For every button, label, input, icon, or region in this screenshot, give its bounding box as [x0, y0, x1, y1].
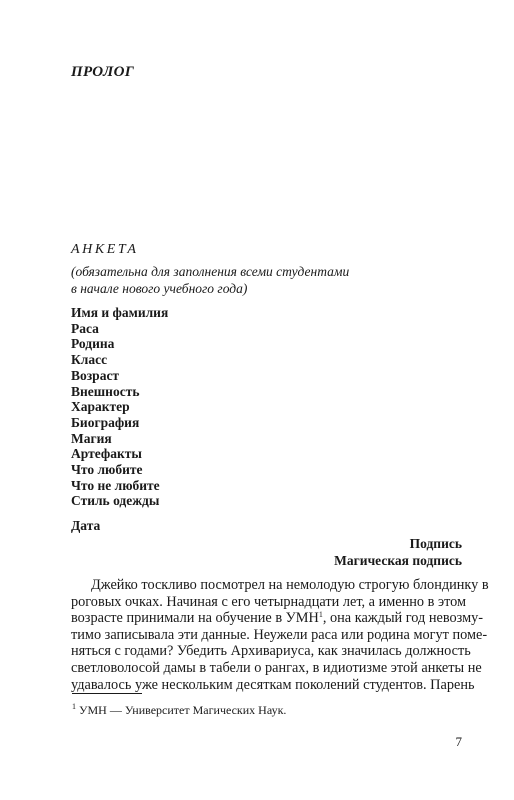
- form-date-label: Дата: [71, 518, 101, 533]
- body-line: светловолосой дамы в табели о рангах, в идиотизме этой анкеты не: [71, 659, 482, 676]
- signature-block: [334, 536, 462, 569]
- form-field-magic: Магия: [71, 430, 112, 446]
- form-field-list: [71, 305, 168, 509]
- magic-signature-label: Магическая подпись: [334, 552, 462, 568]
- form-field-character: Характер: [71, 399, 130, 415]
- footnote-reference[interactable]: 1: [318, 610, 323, 620]
- form-title: АНКЕТА: [71, 242, 139, 257]
- footnote-divider: [72, 693, 142, 694]
- form-field-name: Имя и фамилия: [71, 305, 169, 320]
- footnote-text: УМН — Университет Магических Наук.: [79, 703, 287, 717]
- form-field-homeland: Родина: [71, 336, 115, 352]
- body-line: тимо записывала эти данные. Неужели раса или родина могут поме-: [71, 626, 488, 643]
- body-line-part: , она каждый год невозму-: [322, 610, 484, 627]
- form-field-dislikes: Что не любите: [71, 477, 160, 493]
- body-line: няться с годами? Убедить Архивариуса, как значилась должность: [71, 643, 471, 660]
- footnote-marker: 1: [72, 702, 76, 711]
- form-subtitle-line: (обязательна для заполнения всеми студентами: [71, 264, 350, 279]
- form-field-race: Раса: [71, 320, 99, 336]
- form-field-artifacts: Артефакты: [71, 446, 142, 462]
- form-subtitle: [71, 263, 391, 297]
- form-field-class: Класс: [71, 352, 108, 368]
- form-field-likes: Что любите: [71, 462, 143, 478]
- body-line: Джейко тоскливо посмотрел на немолодую строгую блондинку в: [91, 577, 489, 593]
- chapter-heading: ПРОЛОГ: [71, 64, 135, 80]
- form-subtitle-line: в начале нового учебного года): [71, 281, 248, 296]
- body-paragraph: [71, 577, 489, 693]
- body-line: роговых очках. Начиная с его четырнадцати лет, а именно в этом: [71, 593, 467, 610]
- body-line-part: возрасте принимали на обучение в УМН: [71, 610, 319, 627]
- form-field-biography: Биография: [71, 414, 140, 430]
- body-line: [71, 610, 484, 627]
- form-field-age: Возраст: [71, 367, 120, 383]
- footnote: [72, 703, 286, 718]
- form-field-clothing-style: Стиль одежды: [71, 493, 160, 509]
- signature-label: Подпись: [409, 536, 462, 551]
- page-number: 7: [455, 734, 462, 749]
- form-field-appearance: Внешность: [71, 383, 140, 399]
- body-line: удавалось уже нескольким десяткам поколений студентов. Парень: [71, 676, 475, 693]
